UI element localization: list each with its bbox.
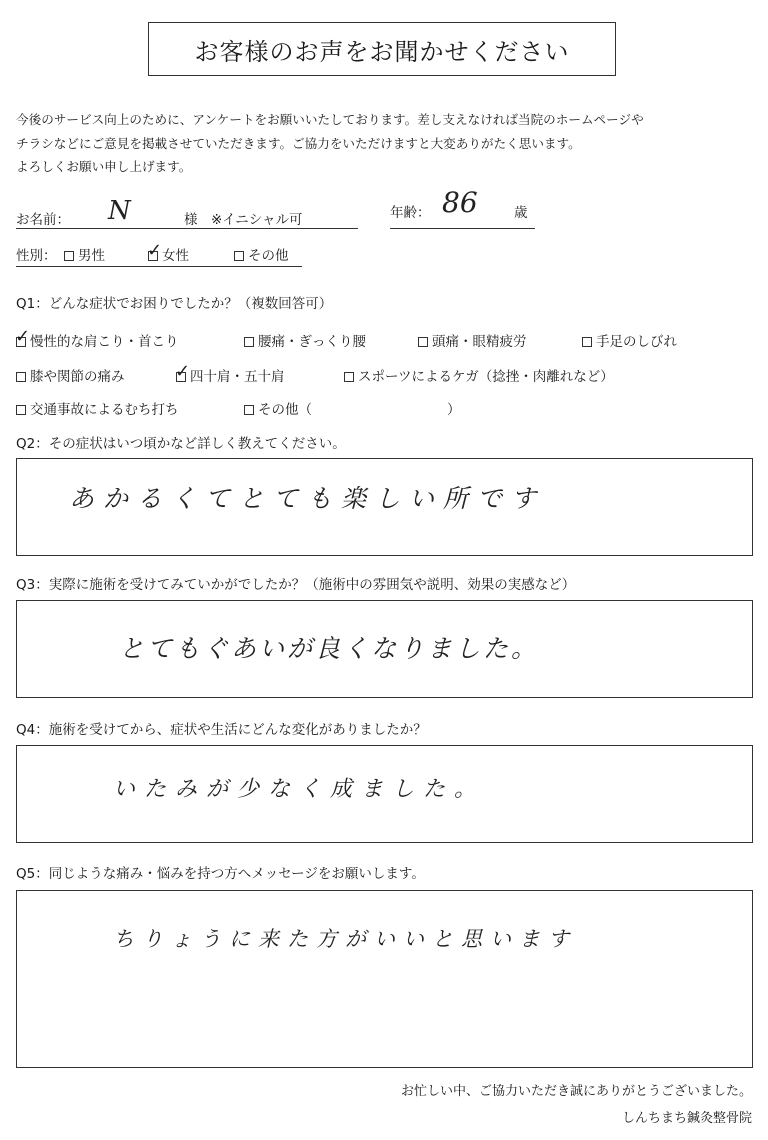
footer-thanks: お忙しい中、ご協力いただき誠にありがとうございました。	[400, 1084, 752, 1099]
q1-option[interactable]	[176, 365, 285, 385]
q5-answer: ちりょうに来た方がいいと思います	[113, 927, 577, 951]
q1-option-label: その他（ ）	[258, 402, 461, 418]
intro-line: チラシなどにご意見を掲載させていただきます。ご協力をいただけますと大変ありがたく思います。	[16, 135, 581, 151]
q1-option[interactable]	[244, 330, 366, 350]
checked-checkbox-icon[interactable]	[176, 372, 186, 382]
q1-option[interactable]	[418, 330, 527, 350]
q1-option[interactable]	[344, 365, 614, 385]
age-field[interactable]	[390, 186, 535, 229]
gender-option-label: 女性	[162, 248, 189, 264]
q1-option-label: 手足のしびれ	[596, 334, 677, 350]
age-label: 年齢：	[390, 205, 431, 221]
q1-option[interactable]	[582, 330, 677, 350]
q1-option-label: 四十肩・五十肩	[190, 369, 285, 385]
checked-checkbox-icon[interactable]	[148, 251, 158, 261]
q1-option-label: スポーツによるケガ（捻挫・肉離れなど）	[358, 369, 614, 385]
q1-option[interactable]	[244, 398, 461, 418]
checkbox-icon[interactable]	[234, 251, 244, 261]
gender-option-label: 男性	[78, 248, 105, 264]
q1-option-label: 腰痛・ぎっくり腰	[258, 334, 366, 350]
checkbox-icon[interactable]	[244, 405, 254, 415]
q1-option-label: 交通事故によるむち打ち	[30, 402, 179, 418]
clinic-name: しんちまち鍼灸整骨院	[621, 1111, 752, 1126]
name-field[interactable]	[16, 196, 358, 229]
checkbox-icon[interactable]	[64, 251, 74, 261]
checked-checkbox-icon[interactable]	[16, 337, 26, 347]
gender-option-female[interactable]	[148, 244, 189, 264]
q5-label: Q5：同じような痛み・悩みを持つ方へメッセージをお願いします。	[16, 866, 425, 882]
q5-answer-box[interactable]	[16, 890, 753, 1068]
q3-label: Q3：実際に施術を受けてみていかがでしたか？（施術中の雰囲気や説明、効果の実感など）	[16, 577, 576, 593]
q1-option-label: 慢性的な肩こり・首こり	[30, 334, 179, 350]
checkbox-icon[interactable]	[418, 337, 428, 347]
gender-field	[16, 238, 302, 267]
q1-option[interactable]	[16, 330, 179, 350]
q2-answer: あかるくてとても楽しい所です	[69, 484, 546, 513]
q4-answer-box[interactable]	[16, 745, 753, 843]
q2-label: Q2：その症状はいつ頃かなど詳しく教えてください。	[16, 436, 346, 452]
intro-line: 今後のサービス向上のために、アンケートをお願いいたしております。差し支えなければ当院のホームページや	[16, 112, 644, 127]
q1-option[interactable]	[16, 365, 125, 385]
q1-label: Q1：どんな症状でお困りでしたか？（複数回答可）	[16, 296, 333, 312]
checkbox-icon[interactable]	[344, 372, 354, 382]
q2-answer-box[interactable]	[16, 458, 753, 556]
age-suffix: 歳	[514, 205, 528, 221]
gender-option-male[interactable]	[64, 244, 105, 264]
name-label: お名前：	[16, 212, 70, 228]
q4-answer: いたみが少なく成ました。	[113, 777, 486, 802]
intro-line: よろしくお願い申し上げます。	[16, 159, 192, 174]
checkbox-icon[interactable]	[16, 372, 26, 382]
age-value: 86	[442, 186, 478, 219]
checkbox-icon[interactable]	[582, 337, 592, 347]
gender-label: 性別：	[16, 248, 57, 264]
q3-answer: とてもぐあいが良くなりました。	[119, 634, 540, 663]
q3-answer-box[interactable]	[16, 600, 753, 698]
q1-option-label: 膝や関節の痛み	[30, 369, 125, 385]
gender-option-label: その他	[248, 248, 289, 264]
gender-option-other[interactable]	[234, 244, 289, 264]
q4-label: Q4：施術を受けてから、症状や生活にどんな変化がありましたか？	[16, 722, 427, 738]
q1-option-label: 頭痛・眼精疲労	[432, 334, 527, 350]
name-value: N	[108, 196, 131, 226]
q1-option[interactable]	[16, 398, 179, 418]
intro-text	[16, 108, 756, 179]
checkbox-icon[interactable]	[16, 405, 26, 415]
page-title: お客様のお声をお聞かせください	[148, 22, 616, 76]
checkbox-icon[interactable]	[244, 337, 254, 347]
name-suffix: 様 ※イニシャル可	[184, 212, 303, 228]
